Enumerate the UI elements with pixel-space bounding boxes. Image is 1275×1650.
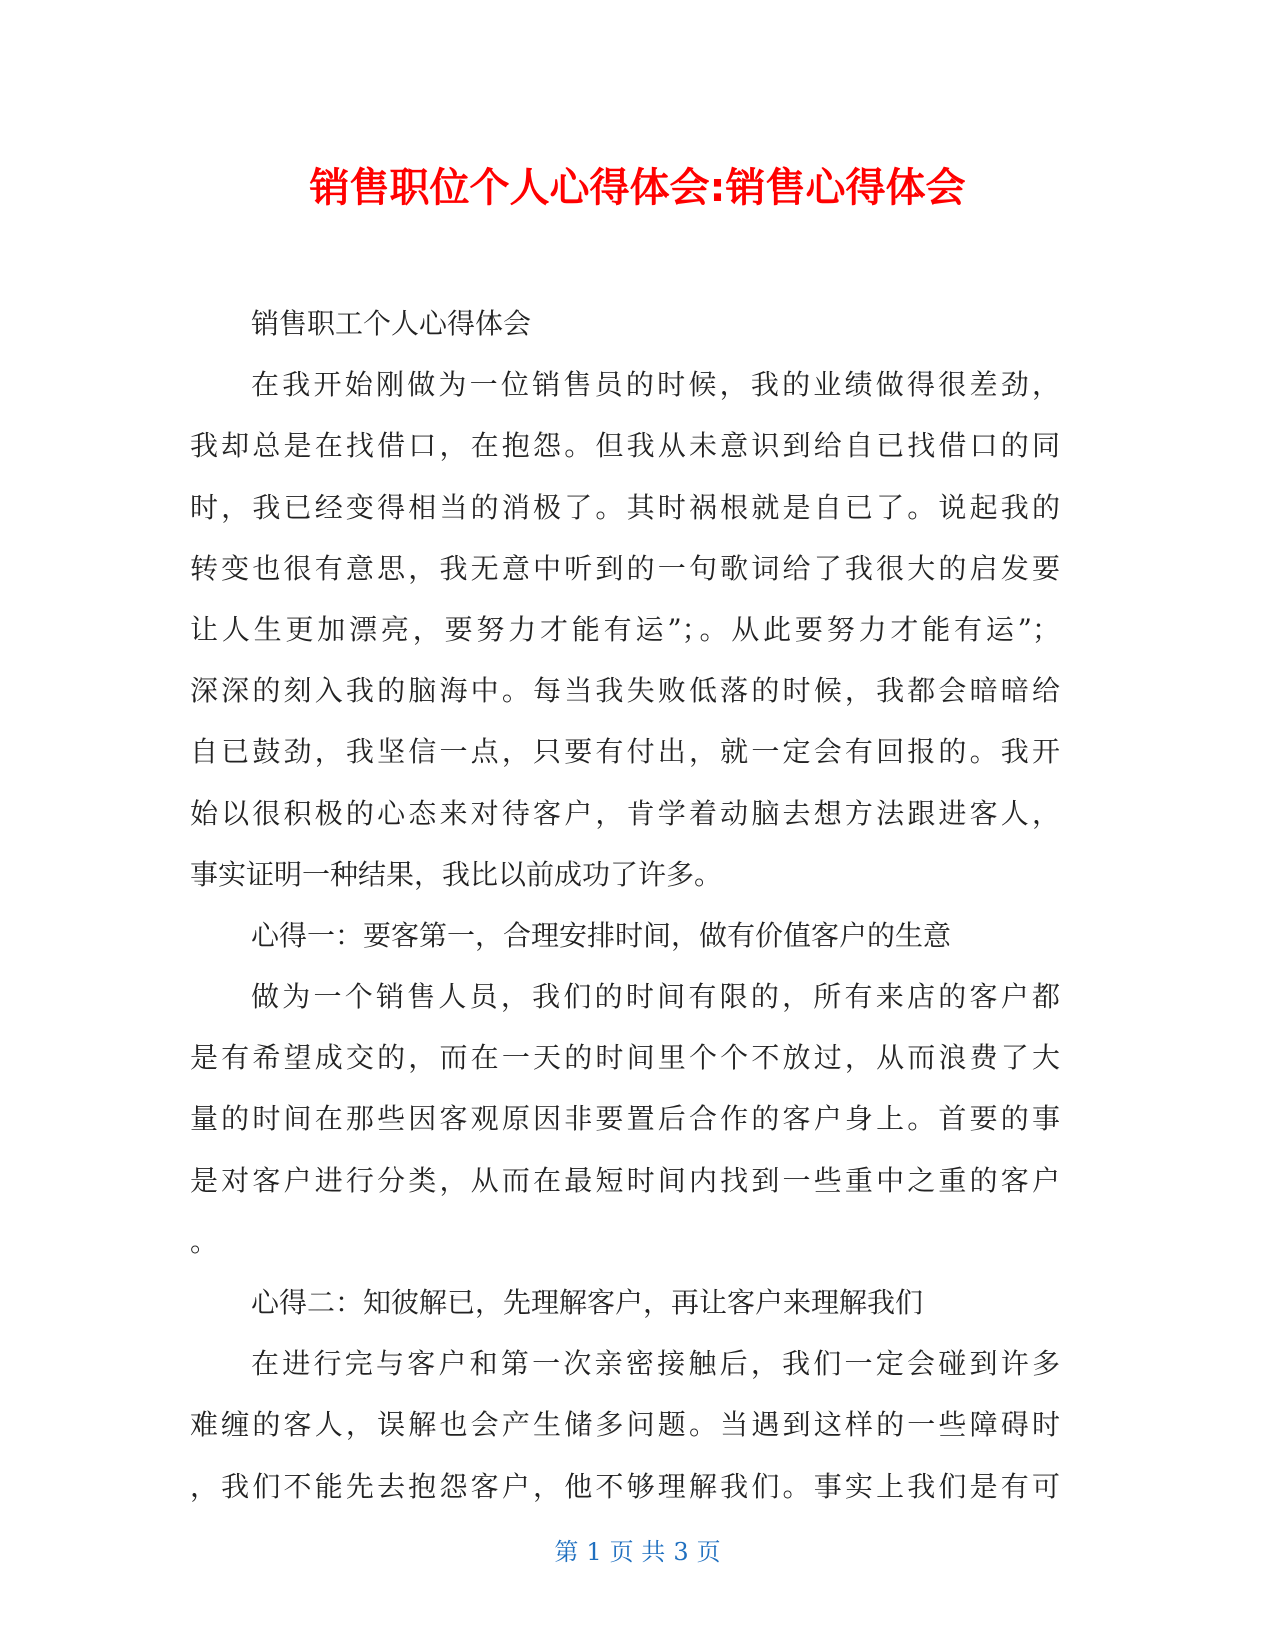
text-line: 在进行完与客户和第一次亲密接触后，我们一定会碰到许多 (251, 1347, 1060, 1381)
current-page-number: 1 (586, 1538, 602, 1566)
text-line: 心得二：知彼解已，先理解客户，再让客户来理解我们 (251, 1286, 924, 1319)
total-pages-number: 3 (673, 1538, 689, 1566)
text-line: 始以很积极的心态来对待客户，肯学着动脑去想方法跟进客人， (190, 796, 1060, 830)
text-line: 难缠的客人，误解也会产生储多问题。当遇到这样的一些障碍时 (190, 1408, 1060, 1442)
page-label-mid: 页 共 (609, 1538, 666, 1566)
text-line: 量的时间在那些因客观原因非要置后合作的客户身上。首要的事 (190, 1102, 1060, 1136)
text-line: 事实证明一种结果，我比以前成功了许多。 (190, 857, 723, 891)
text-line: 是有希望成交的，而在一天的时间里个个不放过，从而浪费了大 (190, 1041, 1060, 1075)
text-line: 是对客户进行分类，从而在最短时间内找到一些重中之重的客户 (190, 1163, 1060, 1197)
text-line: ，我们不能先去抱怨客户，他不够理解我们。事实上我们是有可 (190, 1469, 1060, 1503)
text-line: 时，我已经变得相当的消极了。其时祸根就是自已了。说起我的 (190, 490, 1060, 524)
page-label-prefix: 第 (554, 1538, 579, 1566)
text-line: 深深的刻入我的脑海中。每当我失败低落的时候，我都会暗暗给 (190, 674, 1060, 708)
text-line: 让人生更加漂亮，要努力才能有运”；。从此要努力才能有运”； (190, 612, 1060, 646)
text-line: 心得一：要客第一，合理安排时间，做有价值客户的生意 (251, 918, 952, 952)
text-line: 我却总是在找借口，在抱怨。但我从未意识到给自已找借口的同 (190, 429, 1060, 463)
page-label-suffix: 页 (696, 1538, 721, 1566)
document-body (190, 293, 1060, 1517)
text-line: 在我开始刚做为一位销售员的时候，我的业绩做得很差劲， (251, 368, 1060, 402)
text-line: 转变也很有意思，我无意中听到的一句歌词给了我很大的启发要 (190, 551, 1060, 585)
text-line: 销售职工个人心得体会 (251, 307, 532, 340)
document-title: 销售职位个人心得体会:销售心得体会 (309, 165, 966, 211)
page-footer (0, 1536, 1275, 1568)
text-line: 自已鼓劲，我坚信一点，只要有付出，就一定会有回报的。我开 (190, 735, 1060, 769)
text-line: 。 (190, 1224, 219, 1258)
text-line: 做为一个销售人员，我们的时间有限的，所有来店的客户都 (251, 980, 1060, 1014)
